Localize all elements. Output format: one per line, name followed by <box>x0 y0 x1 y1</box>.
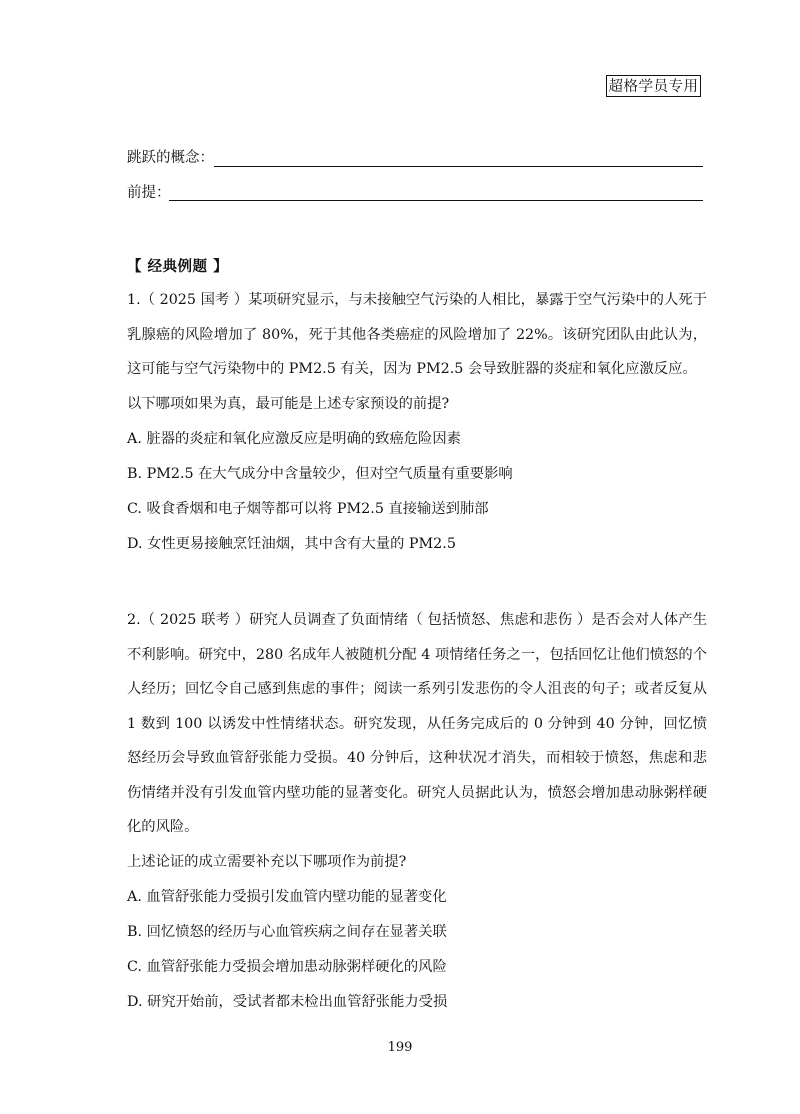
concept-label: 跳跃的概念： <box>127 150 214 166</box>
question-1-prompt: 以下哪项如果为真，最可能是上述专家预设的前提? <box>127 395 450 412</box>
question-2-stem: 2.（ 2025 联考 ）研究人员调查了负面情绪（ 包括愤怒、焦虑和悲伤 ）是否会对人体产生不利影响。研究中，280 名成年人被随机分配 4 项情绪任务之一，包括回忆让他们愤怒的个人经历；回忆令自己感到焦虑的事件；阅读一系列引发悲伤的令人沮丧的句子；或者反复从 1 数到 100 以诱发中性情绪状态。研究发现，从任务完成后的 0 分钟到 40 分钟，回忆愤怒经历会导致血管舒张能力受损。40 分钟后，这种状况才消失，而相较于愤怒，焦虑和悲伤情绪并没有引发血管内壁功能的显著变化。研究人员据此认为，愤怒会增加患动脉粥样硬化的风险。 <box>127 612 707 835</box>
question-2-prompt: 上述论证的成立需要补充以下哪项作为前提? <box>127 853 407 870</box>
page-number: 199 <box>387 1040 413 1055</box>
premise-answer-line <box>169 200 703 201</box>
question-1-option-d: D. 女性更易接触烹饪油烟，其中含有大量的 PM2.5 <box>127 535 456 552</box>
premise-label: 前提： <box>127 185 171 201</box>
premise-fill-row <box>127 182 171 204</box>
question-1-option-b: B. PM2.5 在大气成分中含量较少，但对空气质量有重要影响 <box>127 465 513 482</box>
concept-fill-row <box>127 147 214 169</box>
question-2-option-b: B. 回忆愤怒的经历与心血管疾病之间存在显著关联 <box>127 923 447 940</box>
section-title: 【 经典例题 】 <box>127 258 229 275</box>
question-1-stem: 1.（ 2025 国考 ）某项研究显示，与未接触空气污染的人相比，暴露于空气污染中的人死于乳腺癌的风险增加了 80%，死于其他各类癌症的风险增加了 22%。该研究团队由此认为，这可能与空气污染物中的 PM2.5 有关，因为 PM2.5 会导致脏器的炎症和氧化应激反应。 <box>127 292 707 377</box>
question-1 <box>127 283 707 562</box>
question-2-option-d: D. 研究开始前，受试者都未检出血管舒张能力受损 <box>127 993 448 1010</box>
question-1-option-c: C. 吸食香烟和电子烟等都可以将 PM2.5 直接输送到肺部 <box>127 500 489 517</box>
question-2-option-c: C. 血管舒张能力受损会增加患动脉粥样硬化的风险 <box>127 958 447 975</box>
concept-answer-line <box>214 166 703 167</box>
question-1-option-a: A. 脏器的炎症和氧化应激反应是明确的致癌危险因素 <box>127 430 461 447</box>
question-2 <box>127 603 707 1020</box>
question-2-option-a: A. 血管舒张能力受损引发血管内壁功能的显著变化 <box>127 888 447 905</box>
student-only-badge: 超格学员专用 <box>606 75 701 97</box>
